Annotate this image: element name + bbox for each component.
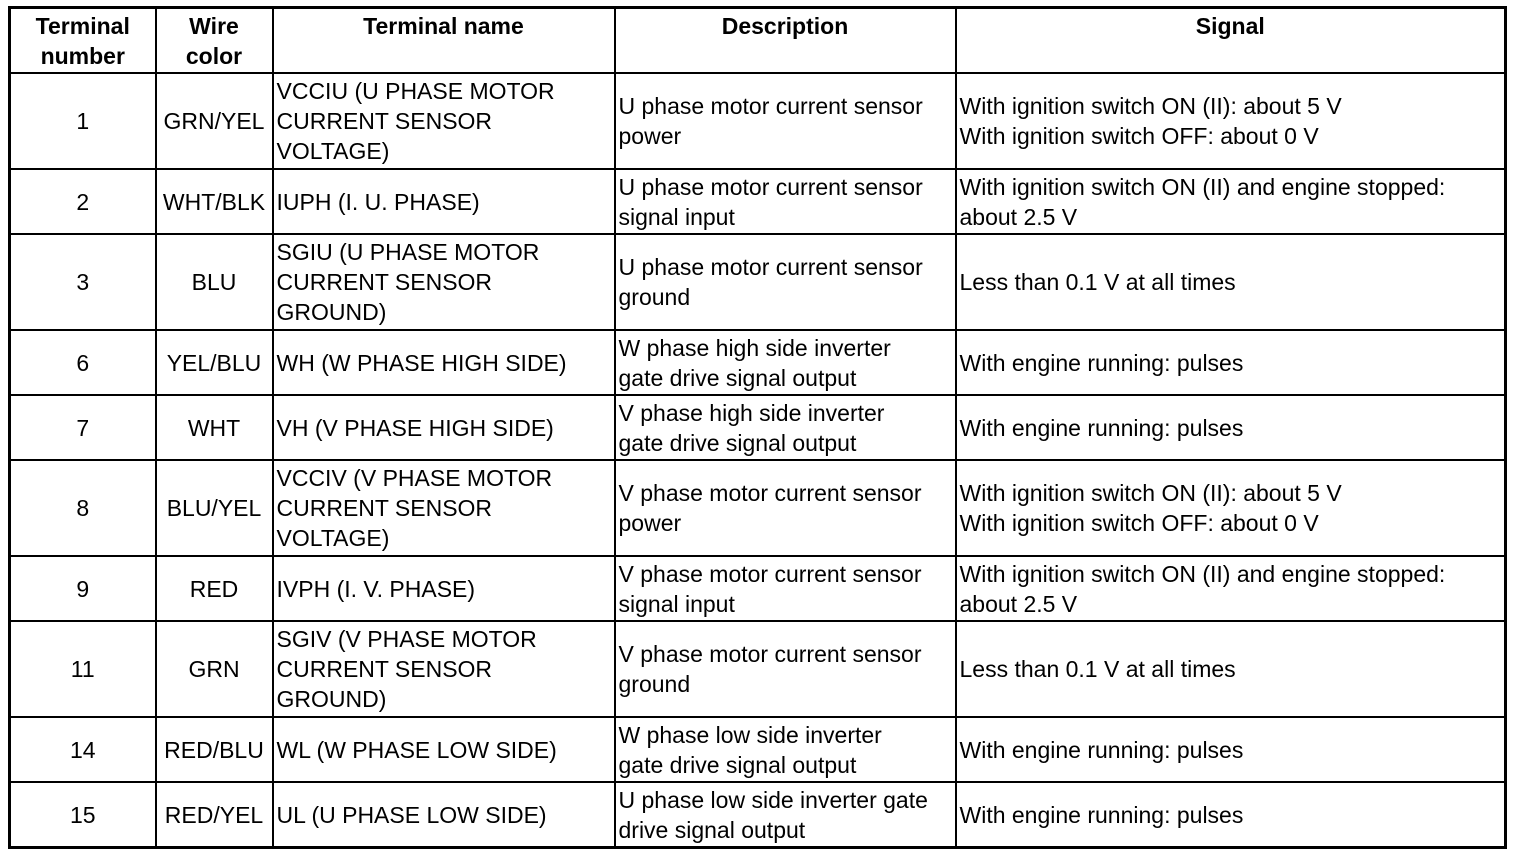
description-cell: U phase motor current sensor ground	[615, 234, 956, 330]
terminal-number-cell: 1	[10, 73, 156, 169]
signal-cell: Less than 0.1 V at all times	[956, 621, 1506, 717]
table-row	[10, 234, 1506, 330]
terminal-name-cell: VCCIU (U PHASE MOTOR CURRENT SENSOR VOLTAGE)	[273, 73, 615, 169]
terminal-number-cell: 14	[10, 717, 156, 782]
description-cell: W phase low side inverter gate drive signal output	[615, 717, 956, 782]
table-row	[10, 169, 1506, 234]
header-signal: Signal	[956, 8, 1506, 74]
terminal-number-cell: 7	[10, 395, 156, 460]
header-description: Description	[615, 8, 956, 74]
table-row	[10, 782, 1506, 848]
wire-color-cell: YEL/BLU	[156, 330, 273, 395]
signal-cell: With engine running: pulses	[956, 717, 1506, 782]
terminal-number-cell: 8	[10, 460, 156, 556]
description-cell: V phase high side inverter gate drive signal output	[615, 395, 956, 460]
description-cell: V phase motor current sensor signal input	[615, 556, 956, 621]
terminal-name-cell: VCCIV (V PHASE MOTOR CURRENT SENSOR VOLTAGE)	[273, 460, 615, 556]
terminal-name-cell: IUPH (I. U. PHASE)	[273, 169, 615, 234]
table-header-row	[10, 8, 1506, 74]
terminal-name-cell: IVPH (I. V. PHASE)	[273, 556, 615, 621]
signal-cell: With ignition switch ON (II) and engine stopped: about 2.5 V	[956, 556, 1506, 621]
table-row	[10, 395, 1506, 460]
terminal-name-cell: VH (V PHASE HIGH SIDE)	[273, 395, 615, 460]
signal-cell: With ignition switch ON (II): about 5 V With ignition switch OFF: about 0 V	[956, 460, 1506, 556]
wire-color-cell: BLU	[156, 234, 273, 330]
table-row	[10, 621, 1506, 717]
table-row	[10, 717, 1506, 782]
description-cell: W phase high side inverter gate drive signal output	[615, 330, 956, 395]
description-cell: U phase motor current sensor power	[615, 73, 956, 169]
terminal-name-cell: WH (W PHASE HIGH SIDE)	[273, 330, 615, 395]
wire-color-cell: WHT/BLK	[156, 169, 273, 234]
description-cell: V phase motor current sensor ground	[615, 621, 956, 717]
header-terminal-number: Terminal number	[10, 8, 156, 74]
signal-cell: With ignition switch ON (II) and engine stopped: about 2.5 V	[956, 169, 1506, 234]
terminal-number-cell: 15	[10, 782, 156, 848]
terminal-name-cell: WL (W PHASE LOW SIDE)	[273, 717, 615, 782]
terminal-name-cell: UL (U PHASE LOW SIDE)	[273, 782, 615, 848]
description-cell: U phase motor current sensor signal input	[615, 169, 956, 234]
table-row	[10, 556, 1506, 621]
signal-cell: With engine running: pulses	[956, 330, 1506, 395]
terminal-number-cell: 6	[10, 330, 156, 395]
terminal-number-cell: 11	[10, 621, 156, 717]
table-row	[10, 460, 1506, 556]
terminal-table	[8, 6, 1507, 849]
terminal-number-cell: 2	[10, 169, 156, 234]
terminal-name-cell: SGIV (V PHASE MOTOR CURRENT SENSOR GROUND)	[273, 621, 615, 717]
signal-cell: With ignition switch ON (II): about 5 V With ignition switch OFF: about 0 V	[956, 73, 1506, 169]
wire-color-cell: GRN	[156, 621, 273, 717]
signal-cell: With engine running: pulses	[956, 395, 1506, 460]
header-wire-color: Wire color	[156, 8, 273, 74]
header-terminal-name: Terminal name	[273, 8, 615, 74]
terminal-name-cell: SGIU (U PHASE MOTOR CURRENT SENSOR GROUND)	[273, 234, 615, 330]
terminal-number-cell: 9	[10, 556, 156, 621]
terminal-number-cell: 3	[10, 234, 156, 330]
signal-cell: Less than 0.1 V at all times	[956, 234, 1506, 330]
wire-color-cell: WHT	[156, 395, 273, 460]
wire-color-cell: BLU/YEL	[156, 460, 273, 556]
wire-color-cell: RED/BLU	[156, 717, 273, 782]
wire-color-cell: RED/YEL	[156, 782, 273, 848]
wire-color-cell: GRN/YEL	[156, 73, 273, 169]
wire-color-cell: RED	[156, 556, 273, 621]
document-page	[8, 6, 1507, 849]
signal-cell: With engine running: pulses	[956, 782, 1506, 848]
table-row	[10, 330, 1506, 395]
description-cell: V phase motor current sensor power	[615, 460, 956, 556]
table-row	[10, 73, 1506, 169]
description-cell: U phase low side inverter gate drive signal output	[615, 782, 956, 848]
